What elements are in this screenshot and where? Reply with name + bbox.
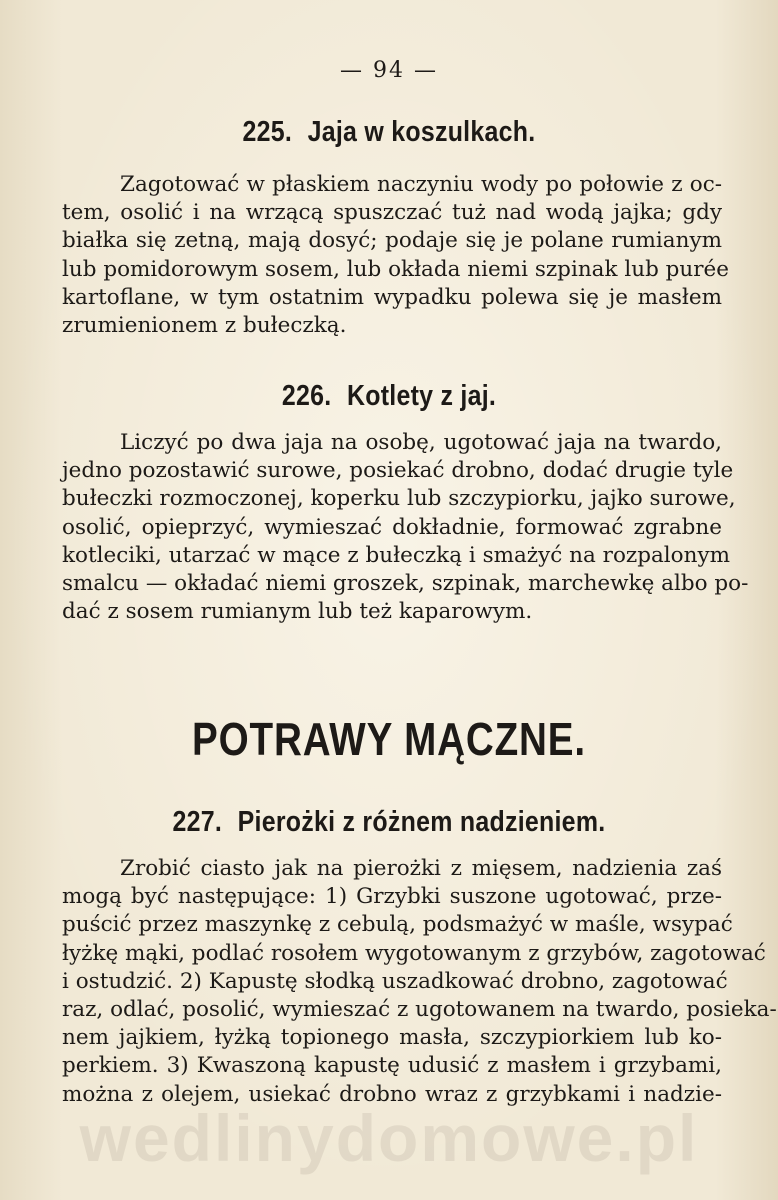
- text-line: perkiem. 3) Kwaszoną kapustę udusić z masłem i grzybami,: [62, 1053, 722, 1079]
- section-heading-226: [54, 380, 723, 413]
- section-title: Kotlety z jaj.: [346, 380, 497, 412]
- text-line: Zrobić ciasto jak na pierożki z mięsem, nadzienia zaś: [120, 856, 722, 881]
- recipe-text-225: [62, 171, 730, 340]
- text-line: osolić, opieprzyć, wymieszać dokładnie, formować zgrabne: [62, 514, 722, 540]
- section-title: Pierożki z różnem nadzieniem.: [237, 806, 606, 838]
- text-line: białka się zetną, mają dosyć; podaje się je polane rumianym: [62, 228, 722, 254]
- text-line: raz, odlać, posolić, wymieszać z ugotowanem na twardo, posieka-: [62, 996, 777, 1022]
- chapter-heading: POTRAWY MĄCZNE.: [191, 713, 587, 765]
- text-line: i ostudzić. 2) Kapustę słodką uszadkować drobno, zagotować: [62, 968, 728, 994]
- text-line: dać z sosem rumianym lub też kaparowym.: [62, 599, 533, 625]
- text-line: tem, osolić i na wrzącą spuszczać tuż nad wodą jajka; gdy: [62, 200, 722, 226]
- text-line: mogą być następujące: 1) Grzybki suszone ugotować, prze-: [62, 884, 722, 910]
- text-line: kotleciki, utarzać w mące z bułeczką i smażyć na rozpalonym: [62, 542, 730, 568]
- text-line: bułeczki rozmoczonej, koperku lub szczypiorku, jajko surowe,: [62, 486, 736, 512]
- recipe-text-226: [62, 429, 749, 626]
- section-heading-227: [54, 806, 723, 839]
- text-line: lub pomidorowym sosem, lub okłada niemi szpinak lub purée: [62, 256, 730, 282]
- text-line: można z olejem, usiekać drobno wraz z grzybkami i nadzie-: [62, 1081, 722, 1107]
- recipe-text-227: [62, 855, 777, 1109]
- page-number: — 94 —: [340, 58, 438, 83]
- watermark: wedlinydomowe.pl: [79, 1101, 699, 1175]
- section-number: 227.: [172, 806, 223, 838]
- text-line: jedno pozostawić surowe, posiekać drobno, dodać drugie tyle: [62, 458, 734, 484]
- text-line: Zagotować w płaskiem naczyniu wody po połowie z oc-: [120, 172, 722, 197]
- text-line: puścić przez maszynkę z cebulą, podsmażyć w maśle, wsypać: [62, 912, 733, 938]
- section-heading-225: [54, 116, 723, 149]
- text-line: zrumienionem z bułeczką.: [62, 312, 347, 338]
- section-number: 226.: [281, 380, 332, 412]
- section-number: 225.: [242, 116, 293, 148]
- text-line: smalcu — okładać niemi groszek, szpinak, marchewkę albo po-: [62, 570, 749, 596]
- section-title: Jaja w koszulkach.: [307, 116, 536, 148]
- text-line: kartoflane, w tym ostatnim wypadku polewa się je masłem: [62, 284, 722, 310]
- text-line: nem jajkiem, łyżką topionego masła, szczypiorkiem lub ko-: [62, 1025, 722, 1051]
- text-line: łyżkę mąki, podlać rosołem wygotowanym z grzybów, zagotować: [62, 940, 766, 966]
- text-line: Liczyć po dwa jaja na osobę, ugotować jaja na twardo,: [120, 430, 722, 455]
